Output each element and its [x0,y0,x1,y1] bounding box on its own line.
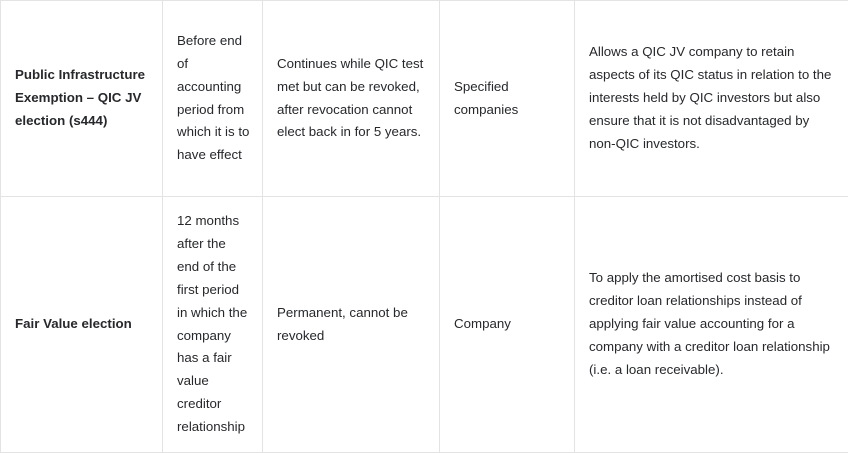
election-duration-cell: Continues while QIC test met but can be revoked, after revocation cannot elect back in for 5 years. [263,1,440,197]
election-timing-cell: Before end of accounting period from which it is to have effect [163,1,263,197]
table-row [1,197,848,453]
election-who-cell: Specified companies [440,1,575,197]
election-purpose-cell: Allows a QIC JV company to retain aspects of its QIC status in relation to the interests held by QIC investors but also ensure that it is not disadvantaged by non-QIC investors. [575,1,848,197]
table-row [1,1,848,197]
election-name-cell: Fair Value election [1,197,163,453]
election-timing-cell: 12 months after the end of the first period in which the company has a fair value creditor relationship [163,197,263,453]
election-who-cell: Company [440,197,575,453]
election-duration-cell: Permanent, cannot be revoked [263,197,440,453]
table-body [1,1,848,453]
election-name-cell: Public Infrastructure Exemption – QIC JV election (s444) [1,1,163,197]
election-purpose-cell: To apply the amortised cost basis to creditor loan relationships instead of applying fair value accounting for a company with a creditor loan relationship (i.e. a loan receivable). [575,197,848,453]
